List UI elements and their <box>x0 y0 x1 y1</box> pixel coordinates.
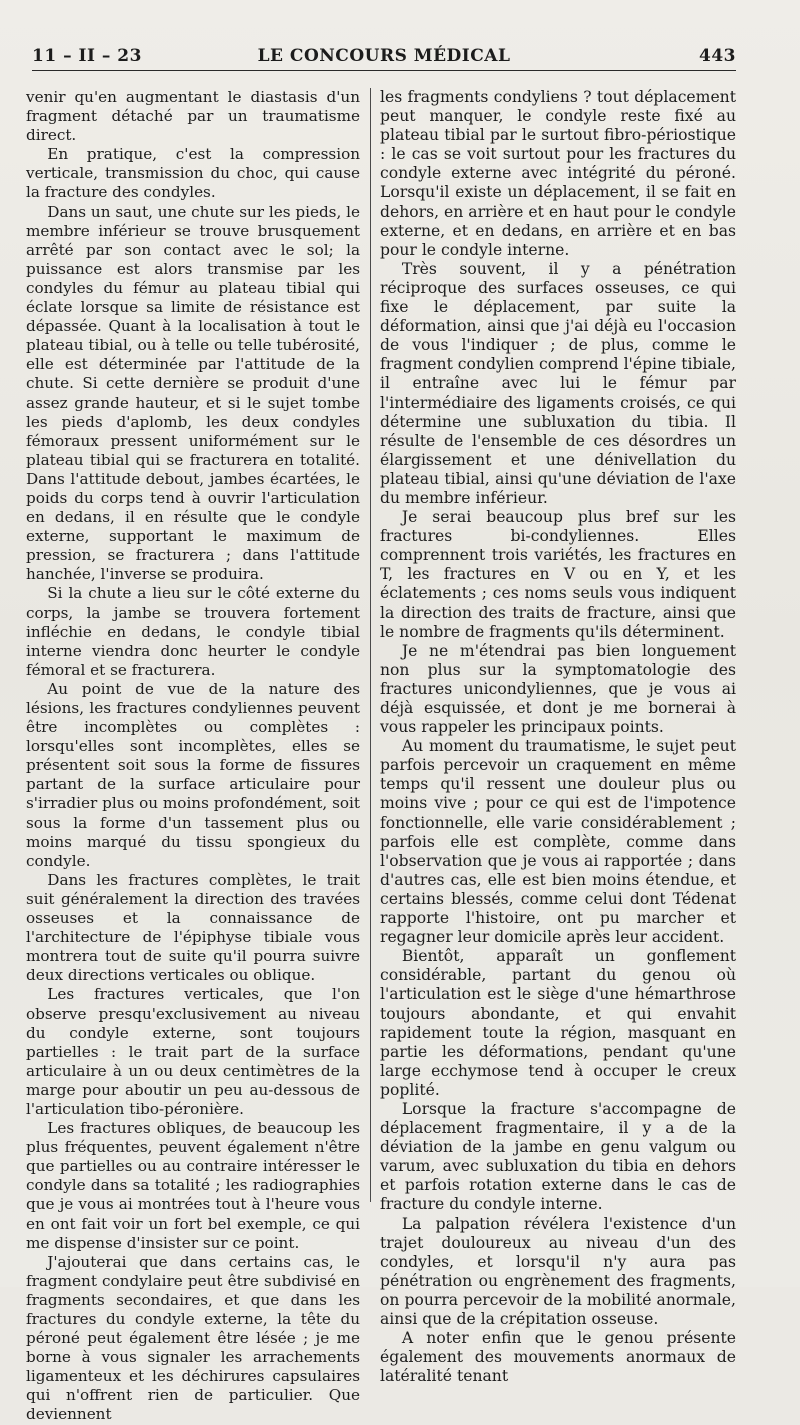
paragraph: La palpation révélera l'existence d'un trajet douloureux au niveau d'un des condyles, et lorsqu'il n'y aura pas pénétration ou engrènement des fragments, on pourra percevoir de la mobilité anormale, ainsi que de la crépitation osseuse. <box>380 1214 736 1328</box>
running-header <box>32 44 736 71</box>
paragraph: Très souvent, il y a pénétration réciproque des surfaces osseuses, ce qui fixe le déplacement, par suite la déformation, ainsi que j'ai déjà eu l'occasion de vous l'indiquer ; de plus, comme le fragment condylien comprend l'épine tibiale, il entraîne avec lui le fémur par l'intermédiaire des ligaments croisés, ce qui détermine une subluxation du tibia. Il résulte de l'ensemble de ces désordres un élargissement et une dénivellation du plateau tibial, ainsi qu'une déviation de l'axe du membre inférieur. <box>380 259 736 507</box>
paragraph: En pratique, c'est la compression verticale, transmission du choc, qui cause la fracture des condyles. <box>26 145 360 202</box>
page-number: 443 <box>699 46 736 66</box>
paragraph: Les fractures obliques, de beaucoup les plus fréquentes, peuvent également n'être que partielles ou au contraire intéresser le condyle dans sa totalité ; les radiographies que je vous ai montrées tout à l'heure vous en ont fait voir un fort bel exemple, ce qui me dispense d'insister sur ce point. <box>26 1119 360 1252</box>
paragraph: Si la chute a lieu sur le côté externe du corps, la jambe se trouvera fortement infléchie en dedans, le condyle tibial interne viendra donc heurter le condyle fémoral et se fracturera. <box>26 584 360 679</box>
paragraph: Au point de vue de la nature des lésions, les fractures condyliennes peuvent être incomplètes ou complètes : lorsqu'elles sont incomplètes, elles se présentent soit sous la forme de fissures partant de la surface articulaire pour s'irradier plus ou moins profondément, soit sous la forme d'un tassement plus ou moins marqué du tissu spongieux du condyle. <box>26 679 360 870</box>
paragraph: Les fractures verticales, que l'on observe presqu'exclusivement au niveau du condyle externe, sont toujours partielles : le trait part de la surface articulaire à un ou deux centimètres de la marge pour aboutir un peu au-dessous de l'articulation tibo-péronière. <box>26 985 360 1118</box>
journal-title: LE CONCOURS MÉDICAL <box>257 46 511 66</box>
paragraph: Je serai beaucoup plus bref sur les fractures bi-condyliennes. Elles comprennent trois variétés, les fractures en T, les fractures en V ou en Y, et les éclatements ; ces noms seuls vous indiquent la direction des traits de fracture, ainsi que le nombre de fragments qu'ils déterminent. <box>380 508 736 641</box>
paragraph: Lorsque la fracture s'accompagne de déplacement fragmentaire, il y a de la déviation de la jambe en genu valgum ou varum, avec subluxation du tibia en dehors et parfois rotation externe dans le cas de fracture du condyle interne. <box>380 1099 736 1214</box>
issue-date: 11 – II – 23 <box>32 46 142 66</box>
paragraph: les fragments condyliens ? tout déplacement peut manquer, le condyle reste fixé au plateau tibial par le surtout fibro-périostique : le cas se voit surtout pour les fractures du condyle externe avec intégrité du péroné. Lorsqu'il existe un déplacement, il se fait en dehors, en arrière et en haut pour le condyle externe, et en dedans, en arrière et en bas pour le condyle interne. <box>380 88 736 259</box>
left-column <box>26 88 360 1424</box>
paragraph: Je ne m'étendrai pas bien longuement non plus sur la symptomatologie des fractures unicondyliennes, que je vous ai déjà esquissée, et dont je me bornerai à vous rappeler les principaux points. <box>380 641 736 737</box>
paragraph: Dans un saut, une chute sur les pieds, le membre inférieur se trouve brusquement arrêté par son contact avec le sol; la puissance est alors transmise par les condyles du fémur au plateau tibial qui éclate lorsque sa limite de résistance est dépassée. Quant à la localisation à tout le plateau tibial, ou à telle ou telle tubérosité, elle est déterminée par l'attitude de la chute. Si cette dernière se produit d'une assez grande hauteur, et si le sujet tombe les pieds d'aplomb, les deux condyles fémoraux pressent uniformément sur le plateau tibial qui se fracturera en totalité. Dans l'attitude debout, jambes écartées, le poids du corps tend à ouvrir l'articulation en dedans, il en résulte que le condyle externe, supportant le maximum de pression, se fracturera ; dans l'attitude hanchée, l'inverse se produira. <box>26 202 360 584</box>
paragraph: venir qu'en augmentant le diastasis d'un fragment détaché par un traumatisme direct. <box>26 88 360 145</box>
paragraph: Dans les fractures complètes, le trait suit généralement la direction des travées osseuses et la connaissance de l'architecture de l'épiphyse tibiale vous montrera tout de suite qu'il pourra suivre deux directions verticales ou oblique. <box>26 870 360 985</box>
paragraph: Au moment du traumatisme, le sujet peut parfois percevoir un craquement en même temps qu'il ressent une douleur plus ou moins vive ; pour ce qui est de l'impotence fonctionnelle, elle varie considérablement ; parfois elle est complète, comme dans l'observation que je vous ai rapportée ; dans d'autres cas, elle est bien moins étendue, et certains blessés, comme celui dont Tédenat rapporte l'histoire, ont pu marcher et regagner leur domicile après leur accident. <box>380 737 736 947</box>
paragraph: J'ajouterai que dans certains cas, le fragment condylaire peut être subdivisé en fragments secondaires, et que dans les fractures du condyle externe, la tête du péroné peut également être lésée ; je me borne à vous signaler les arrachements ligamenteux et les déchirures capsulaires qui n'offrent rien de particulier. Que deviennent <box>26 1252 360 1424</box>
column-divider <box>370 88 371 1202</box>
paragraph: A noter enfin que le genou présente également des mouvements anormaux de latéralité tenant <box>380 1329 736 1386</box>
right-column <box>380 88 736 1386</box>
paragraph: Bientôt, apparaît un gonflement considérable, partant du genou où l'articulation est le siège d'une hémarthrose toujours abondante, et qui envahit rapidement toute la région, masquant en partie les déformations, pendant qu'une large ecchymose tend à occuper le creux poplité. <box>380 947 736 1099</box>
